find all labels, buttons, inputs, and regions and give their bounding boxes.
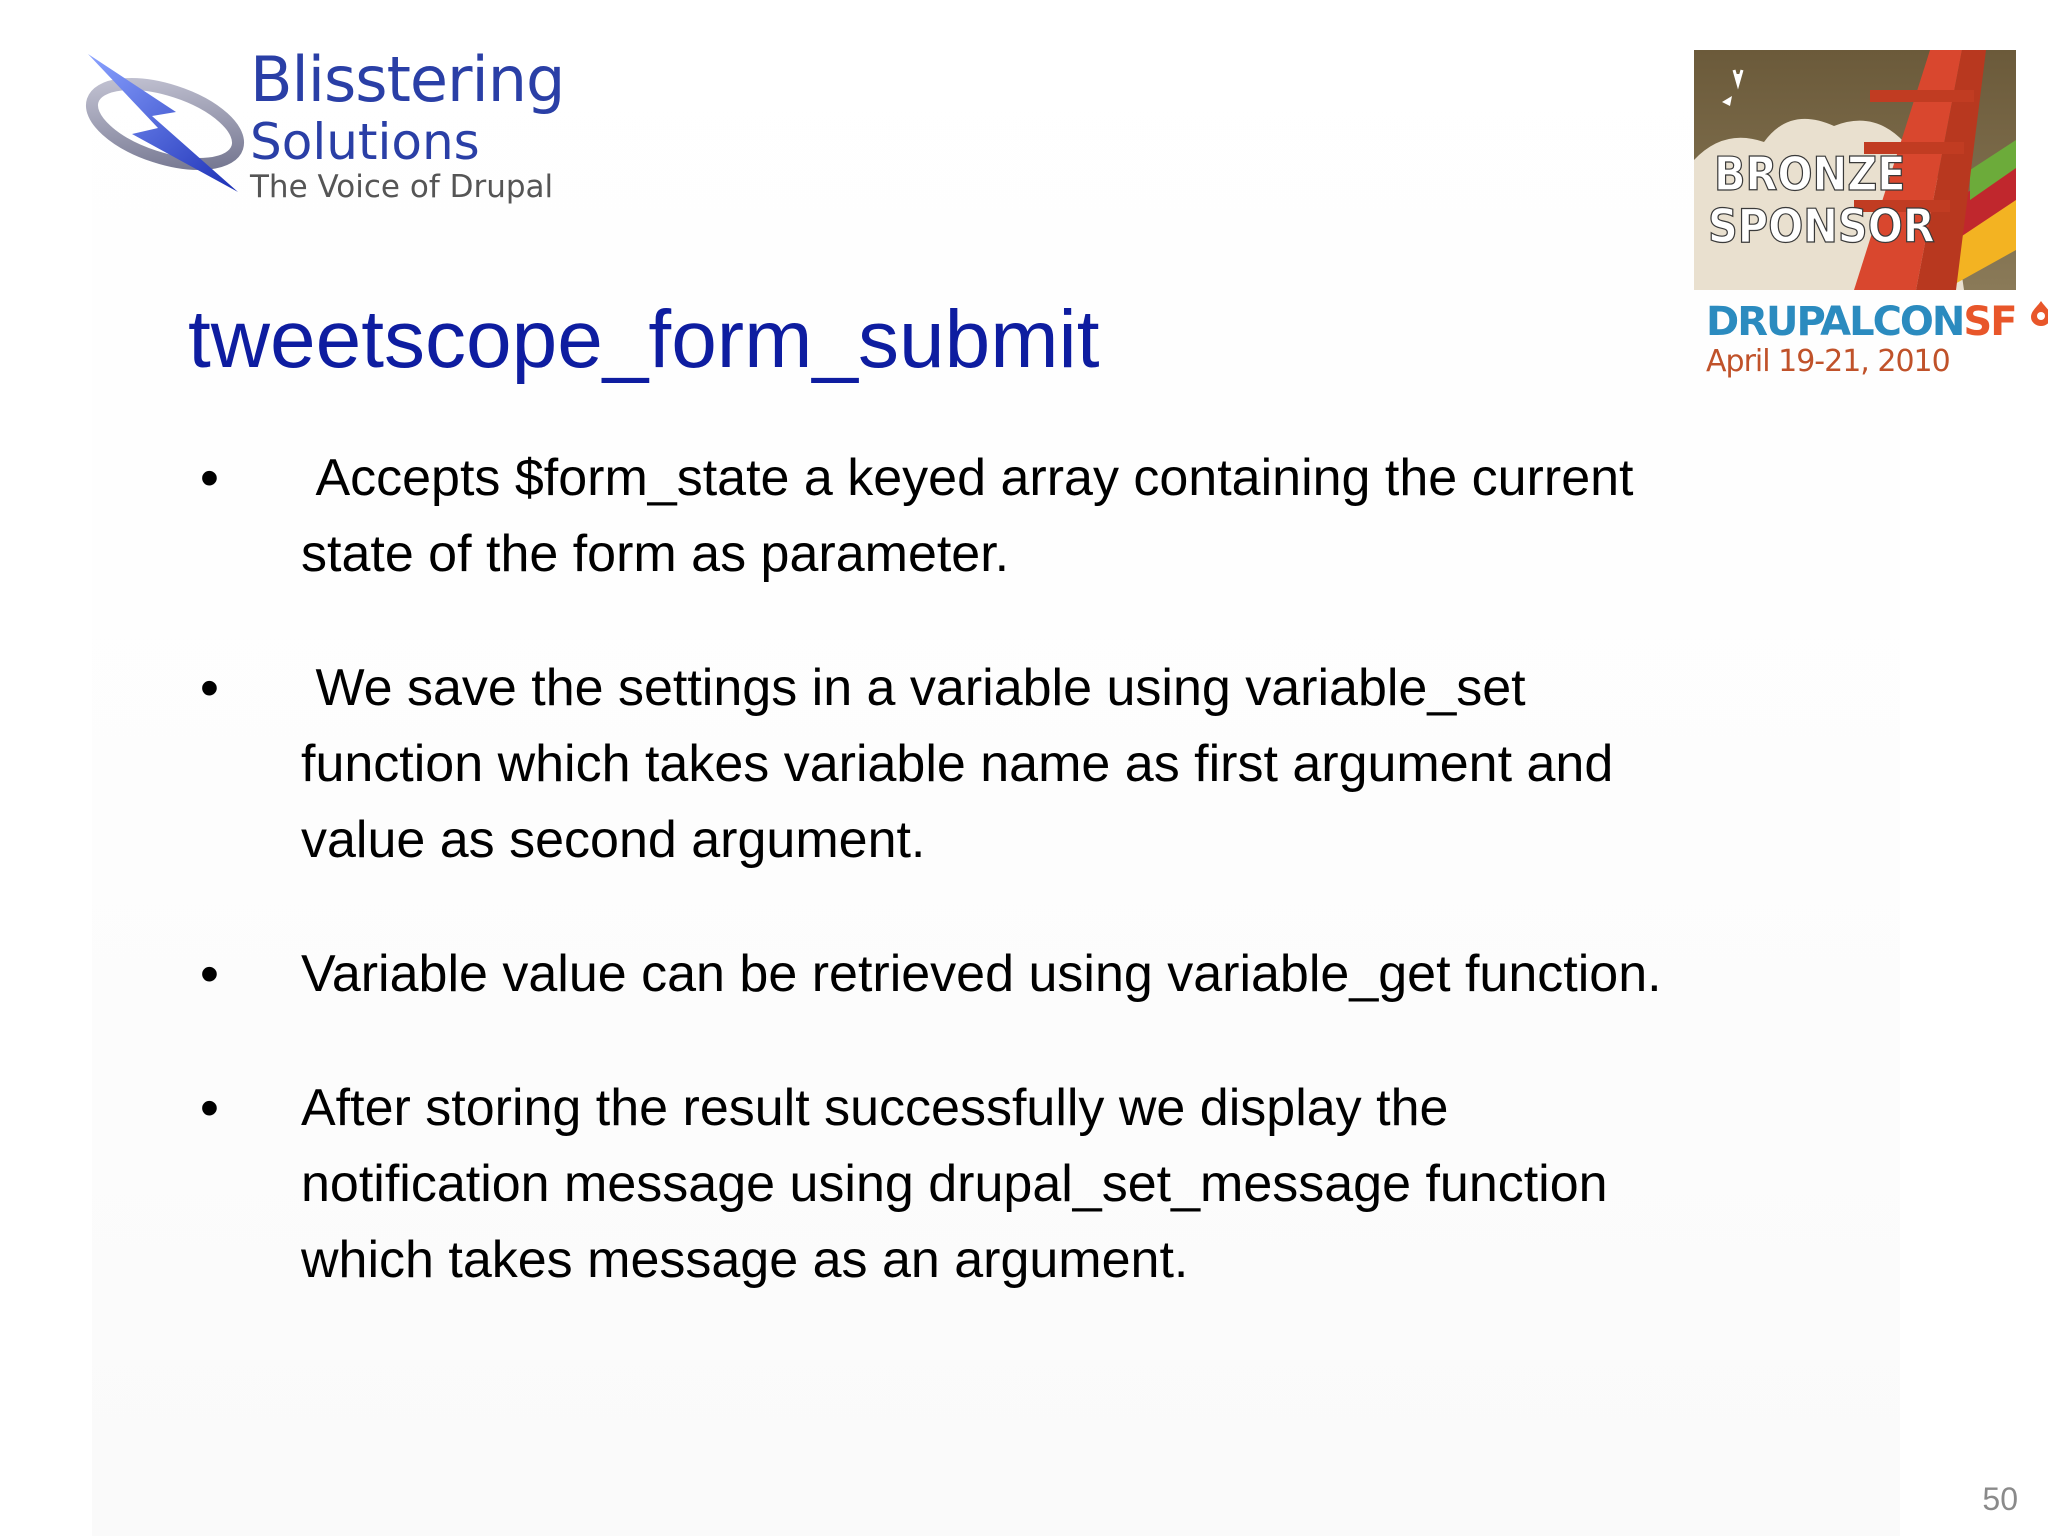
event-info xyxy=(1706,300,2026,380)
badge-line-1: BRONZE xyxy=(1714,147,1906,201)
drupal-drop-icon xyxy=(2030,300,2048,326)
bullet-item xyxy=(190,936,1870,1012)
company-logo-text xyxy=(250,44,600,206)
bullet-item xyxy=(190,440,1870,592)
bullet-dot-icon: • xyxy=(200,1078,219,1138)
bullet-text: Accepts $form_state a keyed array containing the current state of the form as parameter. xyxy=(301,449,1634,583)
logo-tagline: The Voice of Drupal xyxy=(250,169,554,205)
bullet-text: Variable value can be retrieved using variable_get function. xyxy=(301,945,1662,1003)
bullet-dot-icon: • xyxy=(200,448,219,508)
lightning-swirl-icon xyxy=(80,54,250,194)
event-name-main: DRUPALCON xyxy=(1706,299,1964,345)
event-date: April 19-21, 2010 xyxy=(1706,344,1950,379)
page-number: 50 xyxy=(1982,1481,2018,1517)
bullet-dot-icon: • xyxy=(200,944,219,1004)
bullet-dot-icon: • xyxy=(200,658,219,718)
slide-title: tweetscope_form_submit xyxy=(188,294,1100,385)
bullet-text: We save the settings in a variable using variable_set function which takes variable name as first argument and value as second argument. xyxy=(301,659,1614,869)
bridge-illustration-icon xyxy=(1694,50,2016,290)
company-logo xyxy=(80,44,600,214)
event-name xyxy=(1706,300,2026,344)
logo-line-1: Blisstering xyxy=(250,43,565,116)
bullet-item xyxy=(190,1070,1870,1298)
bullet-text: After storing the result successfully we display the notification message using drupal_set_message function which takes message as an argument. xyxy=(301,1079,1608,1289)
event-name-city: SF xyxy=(1963,299,2016,345)
bullet-list xyxy=(190,440,1870,1356)
bullet-item xyxy=(190,650,1870,878)
badge-line-2: SPONSOR xyxy=(1708,199,1935,253)
sponsor-badge xyxy=(1694,50,2016,290)
logo-line-2: Solutions xyxy=(250,113,480,171)
